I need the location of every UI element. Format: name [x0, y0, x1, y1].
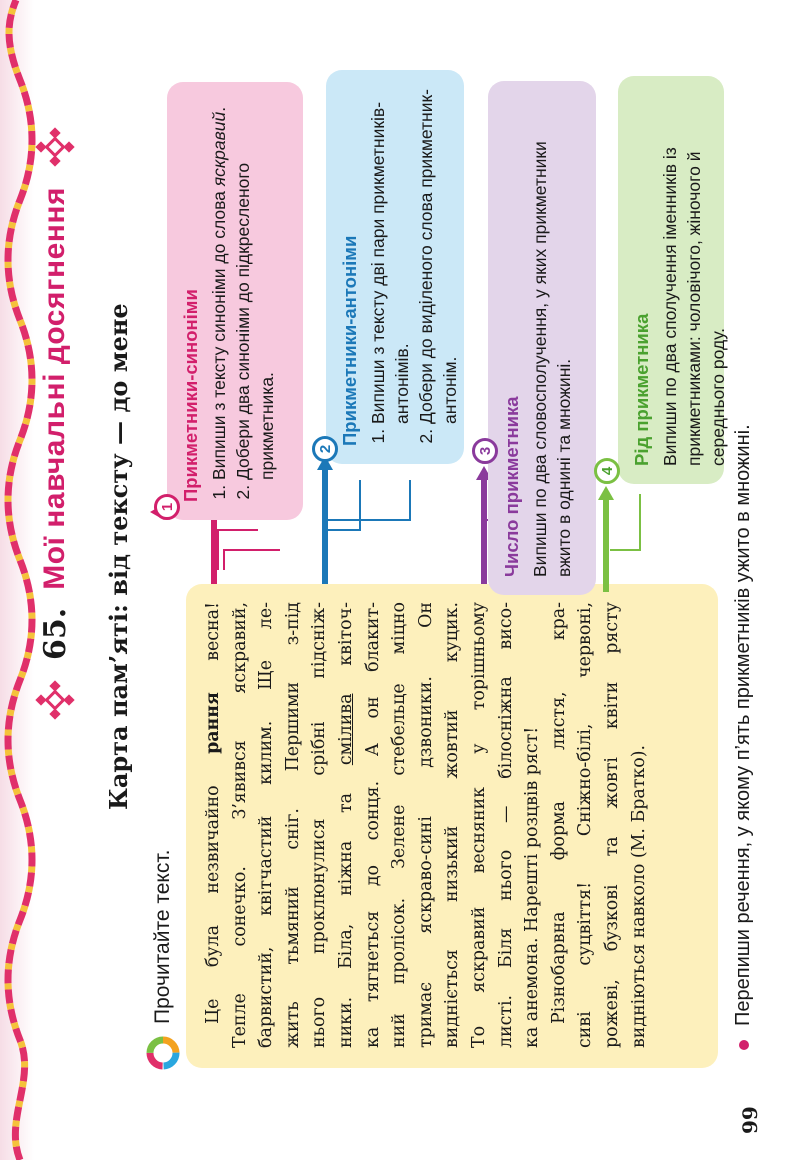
text-line: ка тягнеться до сонця. А он блакит- [362, 602, 383, 1048]
card-task: 2. Добери до виділеного слова прикметник-антонім. [414, 84, 462, 424]
text-line: рожеві, бузкові та жовті квіти рясту [601, 602, 622, 1048]
card-number-badge: 2 [312, 436, 338, 462]
card-number [488, 81, 596, 595]
text-line: жить тьмяний сніг. Першими з-під [282, 602, 303, 1048]
text-line: листі. Біля нього — білосніжна висо- [495, 602, 516, 1048]
card-task: 2. Добери два синоніми до підкресленого прикметника. [231, 96, 279, 480]
card-title: Рід прикметника [631, 313, 652, 466]
card-gender [618, 76, 728, 484]
page-number: 99 [738, 1106, 762, 1134]
card-task: 1. Випиши з тексту дві пари прикметників-антонімів. [366, 84, 414, 424]
bold-word: рання [203, 692, 223, 754]
text-line: Різнобарвна форма листя, кра- [548, 602, 569, 1024]
text-line: Це була незвичайно рання весна! [203, 602, 223, 1024]
card-number-badge: 1 [154, 494, 180, 520]
lesson-number: 65. [37, 607, 73, 660]
card-synonyms [167, 82, 303, 520]
text-line: То яскравий весняник у торішньому [468, 602, 489, 1048]
card-title: Число прикметника [501, 396, 522, 577]
text-line: видніються навколо (М. Братко). [628, 744, 649, 1048]
underlined-word: смілива [335, 693, 356, 766]
text-line: видніється низький жовтий куцик. [442, 602, 463, 1048]
card-antonyms [326, 70, 464, 464]
text-line: тримає яскраво-сині дзвоники. Он [415, 602, 436, 1048]
text-line: ний пролісок. Зелене стебельце міцно [389, 602, 410, 1048]
card-title: Прикметники-антоніми [339, 235, 360, 446]
lesson-title: Мої навчальні досягнення [38, 187, 71, 590]
text-line: нього проклюнулися срібні підсніж- [309, 602, 330, 1048]
card-title: Прикметники-синоніми [180, 289, 201, 502]
text-line: барвистий, квітчастий килим. Ще ле- [256, 602, 277, 1048]
card-number-badge: 3 [472, 438, 498, 464]
card-number-badge: 4 [594, 458, 620, 484]
card-task: Випиши по два словосполучення, у яких прикметники вжито в однині та множині. [530, 141, 574, 577]
page-subtitle: Карта пам’яті: від тексту — до мене [104, 303, 133, 810]
card-task: Випиши по два сполучення іменників із прикметниками: чоловічого, жіночого й середнього роду. [660, 147, 728, 466]
text-line: Тепле сонечко. З’явився яскравий, [229, 602, 250, 1048]
footer-task [732, 424, 755, 1050]
instruction-text: Прочитайте текст. [151, 849, 174, 1024]
card-task: 1. Випиши з тексту синоніми до слова яскравий. [207, 96, 231, 480]
text-line: сиві суцвіття! Сніжно-білі, червоні, [575, 602, 596, 1048]
footer-task-text: Перепиши речення, у якому п’ять прикметників ужито в множині. [732, 424, 754, 1026]
text-line: ники. Біла, ніжна та смілива квіточ- [335, 602, 356, 1048]
bullet-icon [739, 1040, 749, 1050]
text-line: ка анемона. Нарешті розцвів ряст! [522, 726, 543, 1048]
